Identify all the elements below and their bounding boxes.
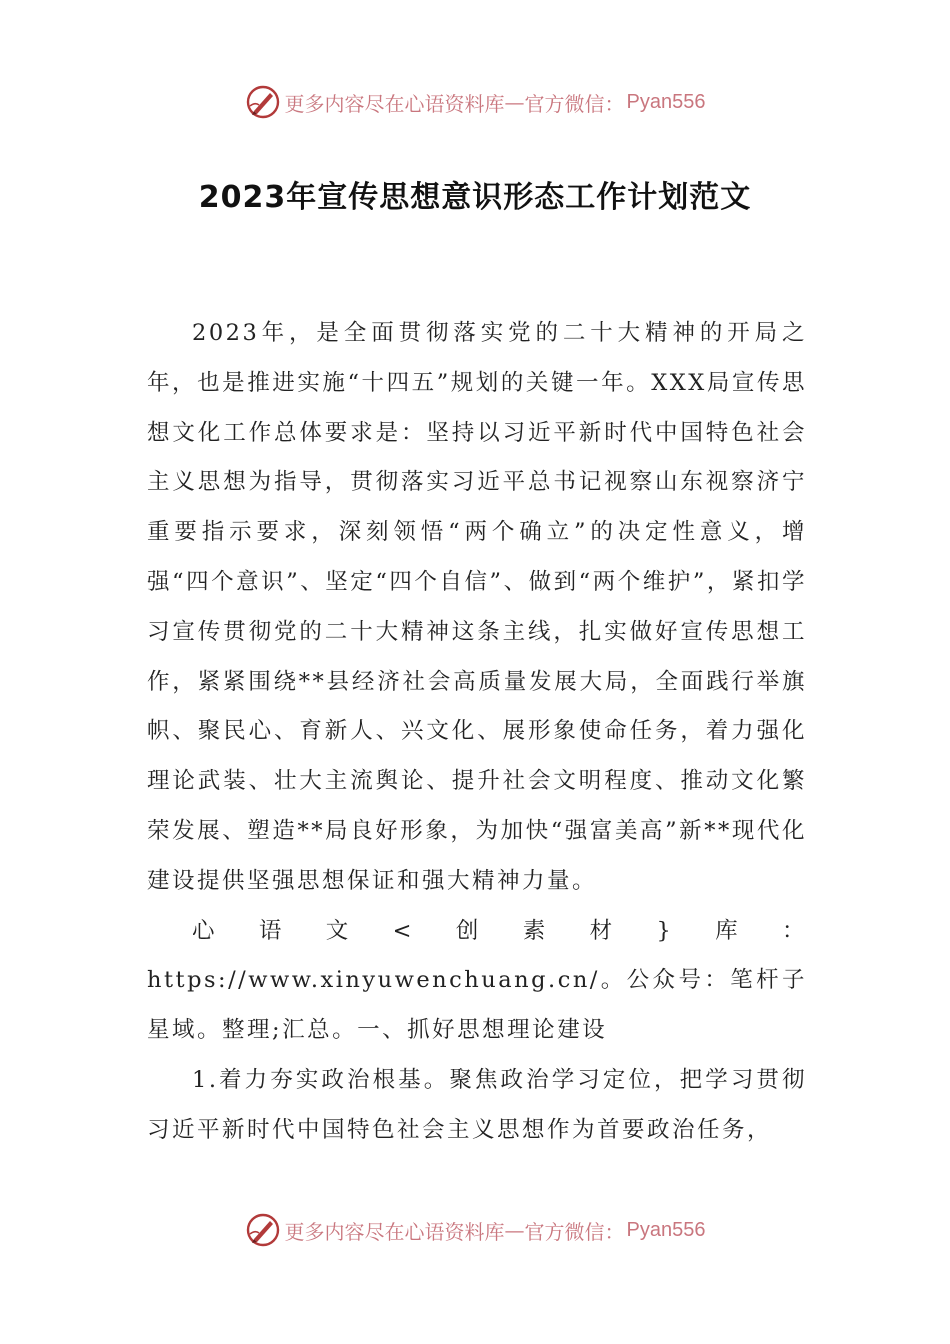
header-watermark xyxy=(0,82,950,122)
watermark-wechat-id: Pyan556 xyxy=(626,90,706,113)
pen-logo-icon xyxy=(245,1212,281,1248)
watermark-wechat-label: 官方微信： xyxy=(524,91,625,116)
watermark-wechat-id: Pyan556 xyxy=(626,1218,706,1241)
watermark-brand: 更多内容尽在心语资料库 xyxy=(284,91,505,116)
watermark-brand: 更多内容尽在心语资料库 xyxy=(284,1219,505,1244)
document-title: 2023年宣传思想意识形态工作计划范文 xyxy=(198,180,752,215)
paragraph-item-1: 1.着力夯实政治根基。聚焦政治学习定位，把学习贯彻习近平新时代中国特色社会主义思想作为首要政治任务， xyxy=(147,1066,807,1143)
document-body xyxy=(147,309,807,1156)
paragraph-intro: 2023年，是全面贯彻落实党的二十大精神的开局之年，也是推进实施“十四五”规划的关键一年。XXX局宣传思想文化工作总体要求是：坚持以习近平新时代中国特色社会主义思想为指导，贯彻落实习近平总书记视察山东视察济宁重要指示要求，深刻领悟“两个确立”的决定性意义，增强“四个意识”、坚定“四个自信”、做到“两个维护”，紧扣学习宣传贯彻党的二十大精神这条主线，扎实做好宣传思想工作，紧紧围绕**县经济社会高质量发展大局，全面践行举旗帜、聚民心、育新人、兴文化、展形象使命任务，着力强化理论武装、壮大主流舆论、提升社会文明程度、推动文化繁荣发展、塑造**局良好形象，为加快“强富美高”新**现代化建设提供坚强思想保证和强大精神力量。 xyxy=(147,320,807,894)
watermark-dash: — xyxy=(504,90,525,114)
watermark-dash: — xyxy=(504,1218,525,1242)
paragraph-source-note: 心语文<创素材}库：https://www.xinyuwenchuang.cn/。公众号：笔杆子星域。整理;汇总。一、抓好思想理论建设 xyxy=(147,917,807,1044)
pen-logo-icon xyxy=(245,84,281,120)
watermark-wechat-label: 官方微信： xyxy=(524,1219,625,1244)
footer-watermark xyxy=(0,1210,950,1250)
